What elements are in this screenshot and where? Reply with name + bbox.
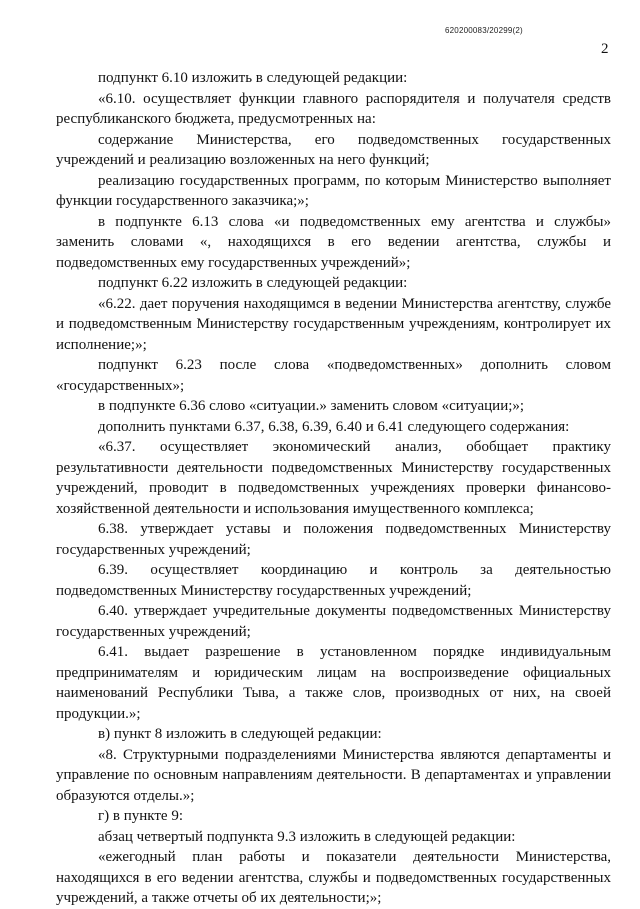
paragraph: подпункт 6.10 изложить в следующей редакции: [98,70,408,86]
document-body [56,68,611,909]
paragraph: «ежегодный план работы и показатели деятельности Министерства, находящихся в его ведении агентства, службы и подведомственных государственных учреждений, а также отчеты об их деятельности;»; [56,849,611,906]
paragraph: подпункт 6.23 после слова «подведомственных» дополнить словом «государственных»; [56,357,611,394]
paragraph: 6.39. осуществляет координацию и контроль за деятельностью подведомственных Министерству государственных учреждений; [56,562,611,599]
paragraph: в подпункте 6.36 слово «ситуации.» заменить словом «ситуации;»; [98,398,525,414]
paragraph: «8. Структурными подразделениями Министерства являются департаменты и управление по основным направлениям деятельности. В департаментах и управлении образуются отделы.»; [56,746,611,804]
paragraph: в) пункт 8 изложить в следующей редакции: [98,726,382,742]
paragraph: в подпункте 6.13 слова «и подведомственных ему агентства и службы» заменить словами «, находящихся в его ведении агентства, службы и подведомственных ему государственных учреждений»; [56,213,611,271]
paragraph: дополнить пунктами 6.37, 6.38, 6.39, 6.40 и 6.41 следующего содержания: [98,418,570,435]
paragraph: 6.38. утверждает уставы и положения подведомственных Министерству государственных учреждений; [56,521,611,558]
page-number: 2 [601,41,609,57]
paragraph: «6.10. осуществляет функции главного распорядителя и получателя средств республиканского бюджета, предусмотренных на: [56,90,611,127]
paragraph: содержание Министерства, его подведомственных государственных учреждений и реализацию возложенных на него функций; [56,131,611,168]
paragraph: «6.37. осуществляет экономический анализ, обобщает практику результативности деятельности подведомственных Министерству государственных учреждений, проводит в подведомственных учреждениях проверки финансово-хозяйственной деятельности и использования имущественного комплекса; [56,439,611,517]
paragraph: 6.41. выдает разрешение в установленном порядке индивидуальным предпринимателям и юридическим лицам на воспроизведение официальных наименований Республики Тыва, а также слов, производных от них, на своей продукции.»; [56,644,611,722]
paragraph: реализацию государственных программ, по которым Министерство выполняет функции государственного заказчика;»; [56,172,611,209]
document-id: 620200083/20299(2) [445,26,523,35]
paragraph: «6.22. дает поручения находящимся в ведении Министерства агентству, службе и подведомственным Министерству государственным учреждениям, контролирует их исполнение;»; [56,295,611,353]
paragraph: 6.40. утверждает учредительные документы подведомственных Министерству государственных учреждений; [56,603,611,640]
paragraph: подпункт 6.22 изложить в следующей редакции: [98,275,408,291]
paragraph: г) в пункте 9: [98,808,184,824]
paragraph: абзац четвертый подпункта 9.3 изложить в следующей редакции: [98,828,516,845]
